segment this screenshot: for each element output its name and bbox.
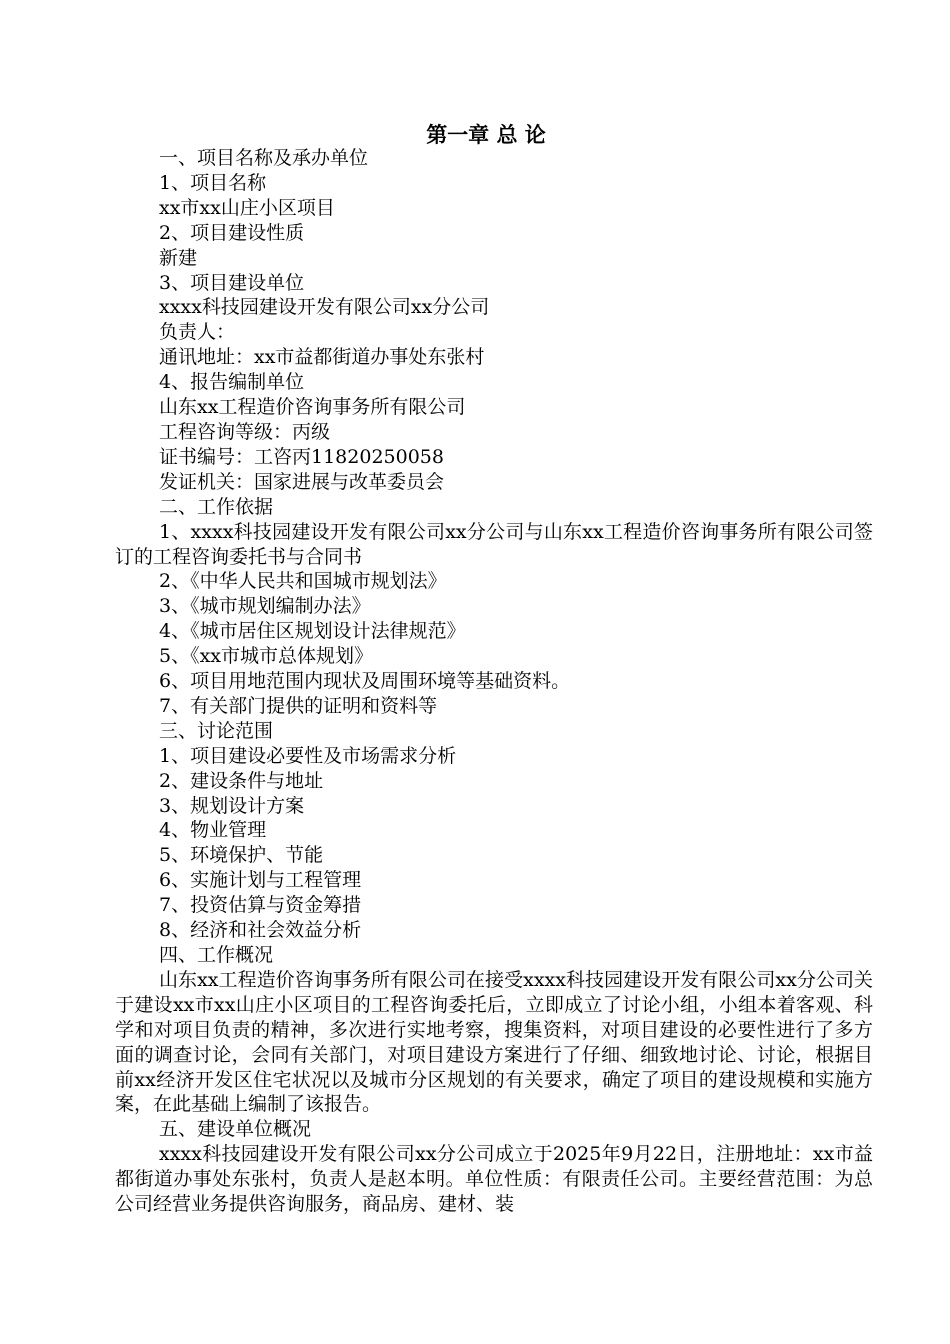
item-report-org-label: 4、报告编制单位 [159,371,305,394]
item-issuing-authority: 发证机关：国家进展与改革委员会 [159,470,445,493]
item-consulting-grade: 工程咨询等级：丙级 [159,420,331,443]
scope-item-6: 6、实施计划与工程管理 [159,869,362,892]
basis-item-2: 2、《中华人民共和国城市规划法》 [159,570,447,593]
heading-work-overview: 四、工作概况 [159,944,274,966]
basis-item-3: 3、《城市规划编制办法》 [159,595,371,618]
item-project-nature-label: 2、项目建设性质 [159,221,305,244]
scope-item-3: 3、规划设计方案 [159,794,305,817]
scope-item-2: 2、建设条件与地址 [159,769,324,792]
basis-item-5: 5、《xx市城市总体规划》 [159,645,374,668]
heading-builder-overview: 五、建设单位概况 [159,1118,312,1141]
basis-item-7: 7、有关部门提供的证明和资料等 [159,694,438,717]
basis-item-4: 4、《城市居住区规划设计法律规范》 [159,620,466,643]
scope-item-8: 8、经济和社会效益分析 [159,919,362,942]
heading-work-basis: 二、工作依据 [159,495,274,518]
document-body [115,146,873,1217]
basis-paragraph-1: 1、xxxx科技园建设开发有限公司xx分公司与山东xx工程造价咨询事务所有限公司签订的工程咨询委托书与合同书 [115,520,873,568]
scope-item-4: 4、物业管理 [159,819,267,842]
overview-paragraph: 山东xx工程造价咨询事务所有限公司在接受xxxx科技园建设开发有限公司xx分公司关于建设xx市xx山庄小区项目的工程咨询委托后，立即成立了讨论小组，小组本着客观、科学和对项目负责的精神，多次进行实地考察，搜集资料，对项目建设的必要性进行了多方面的调查讨论，会同有关部门，对项目建设方案进行了仔细、细致地讨论、讨论，根据目前xx经济开发区住宅状况以及城市分区规划的有关要求，确定了项目的建设规模和实施方案，在此基础上编制了该报告。 [115,968,873,1116]
heading-project-name-and-organizer: 一、项目名称及承办单位 [159,147,369,169]
item-project-name-label: 1、项目名称 [159,171,267,194]
basis-item-6: 6、项目用地范围内现状及周围环境等基础资料。 [159,670,571,693]
builder-overview-paragraph: xxxx科技园建设开发有限公司xx分公司成立于2025年9月22日，注册地址：xx市益都街道办事处东张村，负责人是赵本明。单位性质：有限责任公司。主要经营范围：为总公司经营业务提供咨询服务，商品房、建材、装 [115,1143,873,1216]
item-builder-label: 3、项目建设单位 [159,271,305,294]
scope-item-7: 7、投资估算与资金筹措 [159,894,362,917]
item-builder-value: xxxx科技园建设开发有限公司xx分公司 [159,296,490,319]
item-certificate-number: 证书编号：工咨丙11820250058 [159,445,444,468]
item-report-org-value: 山东xx工程造价咨询事务所有限公司 [159,396,466,419]
item-project-name-value: xx市xx山庄小区项目 [159,196,335,219]
scope-item-5: 5、环境保护、节能 [159,844,324,867]
chapter-title: 第一章 总 论 [426,122,546,147]
item-responsible-person: 负责人： [159,321,236,344]
item-project-nature-value: 新建 [159,246,198,269]
heading-discussion-scope: 三、讨论范围 [159,719,274,742]
scope-item-1: 1、项目建设必要性及市场需求分析 [159,744,457,767]
item-address: 通讯地址：xx市益都街道办事处东张村 [159,346,485,369]
